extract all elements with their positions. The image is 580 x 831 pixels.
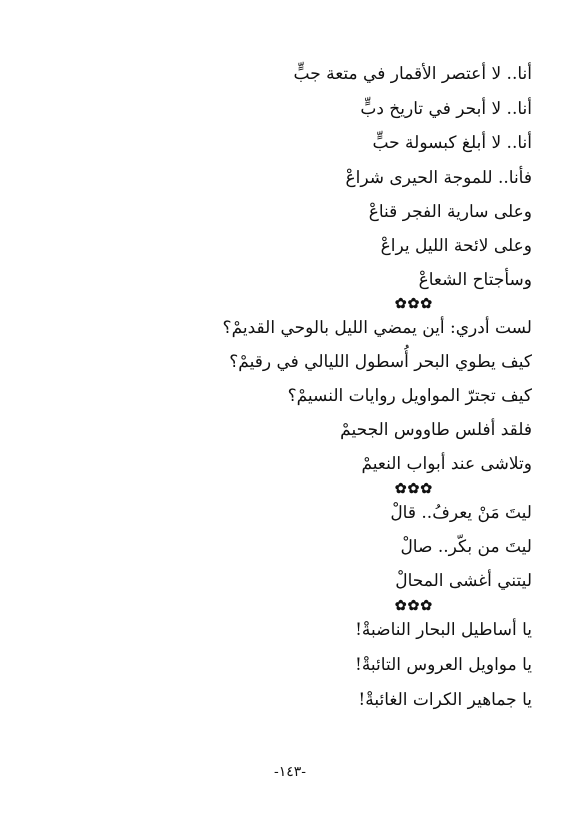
poem-line: ليتني أغشى المحالْ [395,571,532,591]
poem-line: لست أدري: أين يمضي الليل بالوحي القديمْ؟ [222,318,532,338]
poem-line: وعلى لائحة الليل يراعْ [380,236,532,256]
poem-line: كيف تجترّ المواويل روايات النسيمْ؟ [287,386,532,406]
poem-line: ليتَ من بكّر.. صالْ [400,537,532,557]
poem-line: أنا.. لا أعتصر الأقمار في متعة جبٍّ [293,64,532,84]
poem-line: فأنا.. للموجة الحيرى شراعْ [345,168,532,188]
poem-line: يا مواويل العروس التائبةْ! [354,655,532,675]
poem-line: وتلاشى عند أبواب النعيمْ [361,454,532,474]
poem-line: أنا.. لا أبحر في تاريخ دبٍّ [360,99,532,119]
poem-line: أنا.. لا أبلغ كبسولة حبٍّ [372,133,532,153]
poem-line: وعلى سارية الفجر قناعْ [368,202,532,222]
stanza-divider-ornament: ✿✿✿ [394,598,434,614]
poem-line: فلقد أفلس طاووس الجحيمْ [340,420,532,440]
stanza-divider-ornament: ✿✿✿ [394,481,434,497]
poem-line: وسأجتاح الشعاعْ [418,270,532,290]
poem-line: يا أساطيل البحار الناضبةْ! [355,620,532,640]
page-number: -١٤٣- [273,764,307,780]
poem-line: يا جماهير الكرات الغائبةْ! [358,690,532,710]
poem-line: كيف يطوي البحر أُسطول الليالي في رقيمْ؟ [229,352,532,372]
stanza-divider-ornament: ✿✿✿ [394,296,434,312]
poem-line: ليتَ مَنْ يعرفُ.. قالْ [390,503,532,523]
